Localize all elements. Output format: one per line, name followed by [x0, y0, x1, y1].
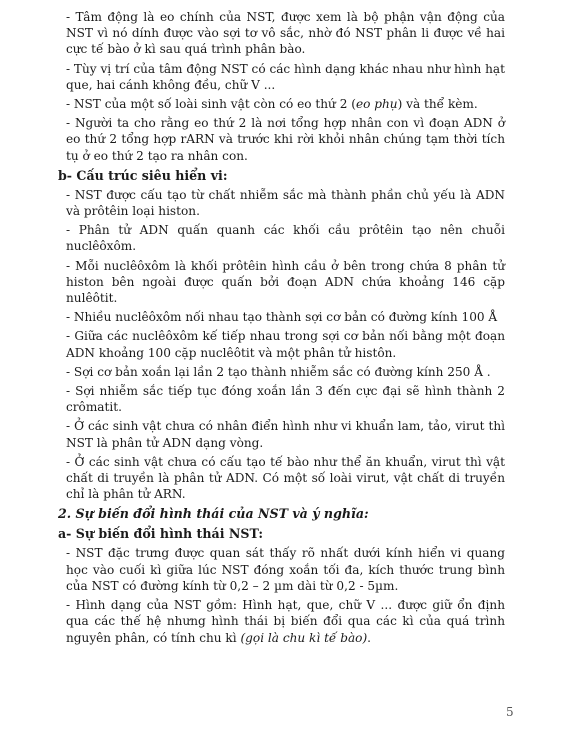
paragraph-virus: - Ở các sinh vật chưa có cấu tạo tế bào như thể ăn khuẩn, virut thì vật chất di truyền là phân tử ADN. Có một số loài virut, vật chất di truyền chỉ là phân tử ARN.	[66, 454, 505, 502]
page-number: 5	[506, 705, 514, 719]
section-heading-2: 2. Sự biến đổi hình thái của NST và ý nghĩa:	[58, 506, 369, 522]
paragraph-prokaryote: - Ở các sinh vật chưa có nhân điển hình như vi khuẩn lam, tảo, virut thì NST là phân tử ADN dạng vòng.	[66, 419, 505, 450]
paragraph-secondary-constriction	[66, 96, 505, 112]
paragraph-nucleosome: - Mỗi nuclêôxôm là khối prôtêin hình cầu ở bên trong chứa 8 phân tử histon bên ngoài được quấn bởi đoạn ADN chứa khoảng 146 cặp nulêôtit.	[66, 258, 505, 306]
paragraph-chromatin: - NST được cấu tạo từ chất nhiễm sắc mà thành phần chủ yếu là ADN và prôtêin loại histon.	[66, 187, 505, 219]
paragraph-linker: - Giữa các nuclêôxôm kế tiếp nhau trong sợi cơ bản nối bằng một đoạn ADN khoảng 100 cặp nuclêôtit và một phân tử histôn.	[66, 329, 505, 360]
paragraph-third-coil: - Sợi nhiễm sắc tiếp tục đóng xoắn lần 3 đến cực đại sẽ hình thành 2 crômatit.	[66, 384, 505, 415]
paragraph-shape-cycle	[66, 597, 505, 646]
paragraph-centromere: - Tâm động là eo chính của NST, được xem là bộ phận vận động của NST vì nó dính được vào sợi tơ vô sắc, nhờ đó NST phân li được về hai cực tế bào ở kì sau quá trình phân bào.	[66, 10, 505, 57]
paragraph-nucleosome-chain: - Phân tử ADN quấn quanh các khối cầu prôtêin tạo nên chuỗi nuclêôxôm.	[66, 223, 505, 254]
text-run: .	[367, 630, 372, 645]
paragraph-observation: - NST đặc trưng được quan sát thấy rõ nhất dưới kính hiển vi quang học vào cuối kì giữa lúc NST đóng xoắn tối đa, kích thước trung bình của NST có đường kính từ 0,2 – 2 µm dài từ 0,2 - 5µm.	[66, 546, 505, 593]
italic-text: eo phụ	[355, 97, 398, 112]
section-heading-b: b- Cấu trúc siêu hiển vi:	[58, 167, 228, 183]
italic-text: (gọi là chu kì tế bào)	[240, 630, 368, 645]
paragraph-basic-fiber: - Nhiều nuclêôxôm nối nhau tạo thành sợi cơ bản có đường kính 100 Å	[66, 310, 498, 325]
text-run: - Hình dạng của NST gồm: Hình hạt, que, chữ V ... được giữ ổn định qua các thế hệ nhưng hình thái bị biến đổi qua các kì của quá trình nguyên phân, có tính chu kì	[66, 598, 505, 645]
text-run: - NST của một số loài sinh vật còn có eo thứ 2 (	[66, 97, 356, 112]
paragraph-nucleolus: - Người ta cho rằng eo thứ 2 là nơi tổng hợp nhân con vì đoạn ADN ở eo thứ 2 tổng hợp rARN và trước khi rời khỏi nhân chúng tạm thời tích tụ ở eo thứ 2 tạo ra nhân con.	[66, 116, 505, 163]
text-run: ) và thể kèm.	[397, 97, 478, 112]
paragraph-second-coil: - Sợi cơ bản xoắn lại lần 2 tạo thành nhiễm sắc có đường kính 250 Å .	[66, 364, 491, 379]
paragraph-centromere-shapes: - Tùy vị trí của tâm động NST có các hình dạng khác nhau như hình hạt que, hai cánh không đều, chữ V ...	[66, 61, 505, 92]
section-heading-a: a- Sự biến đổi hình thái NST:	[58, 526, 264, 542]
